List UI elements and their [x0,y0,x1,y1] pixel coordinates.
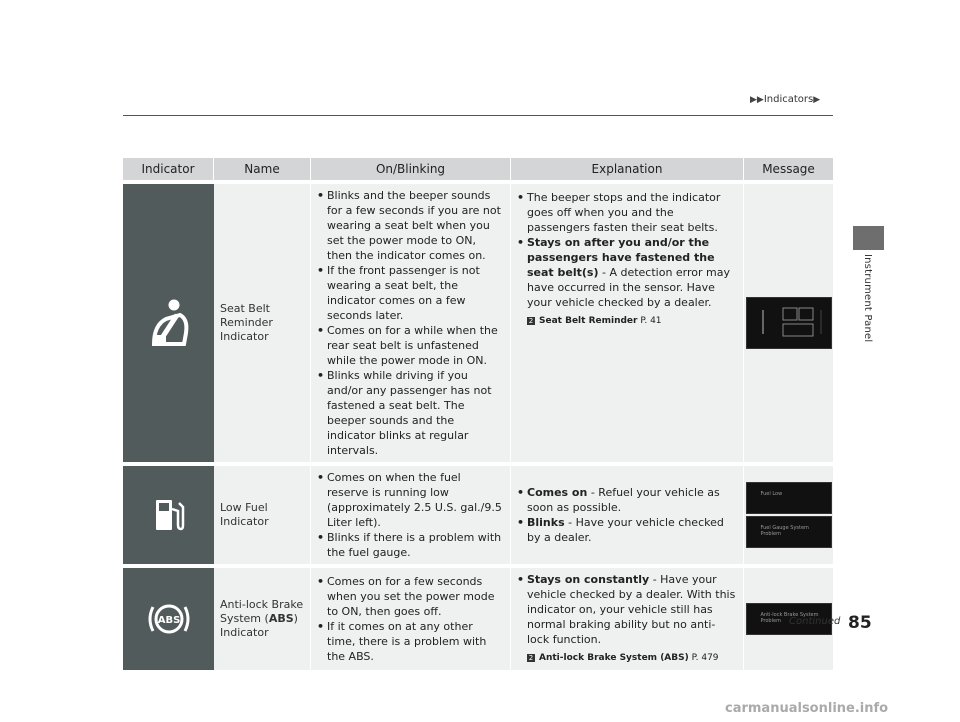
table-header-row [123,158,833,180]
message-text: Anti-lock Brake System Problem [760,612,819,624]
fuel-pump-icon [123,497,214,533]
message-cell [744,180,833,466]
reference-arrow-icon: 2 [528,654,534,662]
cross-reference[interactable] [515,651,737,666]
column-header: Message [744,158,833,180]
indicator-name: Low Fuel Indicator [214,466,311,568]
list-item: • Blinks if there is a problem with the fuel gauge. [315,530,504,560]
table-row [123,568,833,674]
breadcrumb-end-arrow: ▶ [813,95,821,105]
list-item: • The beeper stops and the indicator goes off when you and the passengers fasten their seat belts. [515,190,737,235]
reference-page: P. 41 [637,316,662,326]
message-display-image [746,516,832,548]
indicator-name [214,568,311,674]
section-tab [853,226,884,250]
list-item: • Blinks while driving if you and/or any passenger has not fastened a seat belt. The beeper sounds and the indicator blinks at regular intervals. [315,368,504,458]
on-blinking-cell [311,568,511,674]
message-text: Fuel Low [760,491,783,497]
continued-label: Continued [789,616,841,627]
list-item: • If the front passenger is not wearing a seat belt, the indicator comes on a few seconds later. [315,263,504,323]
body-text: - A detection error may have occurred in the sensor. Have your vehicle checked by a dealer. [527,266,731,309]
indicator-cell [123,568,214,674]
table-row [123,180,833,466]
breadcrumb-label[interactable]: Indicators [763,94,814,105]
message-cell [744,466,833,568]
reference-arrow-icon: 2 [528,317,534,325]
indicator-cell [123,466,214,568]
name-text: Anti-lock Brake System ( [220,598,304,625]
on-blinking-cell [311,466,511,568]
page-number: 85 [848,613,872,633]
message-display-image [746,482,832,514]
indicator-name: Seat Belt Reminder Indicator [214,180,311,466]
message-display-image [746,297,832,349]
bold-text: Blinks [527,516,565,529]
explanation-cell [511,180,744,466]
explanation-cell [511,568,744,674]
name-abbrev: ABS [268,612,294,625]
list-item [515,235,737,310]
indicator-table [123,158,833,674]
body-text: - Refuel your vehicle as soon as possible. [527,486,720,514]
seat-belt-icon [123,297,214,349]
bold-text: Stays on after you and/or the passengers have fastened the seat belt(s) [527,236,715,279]
header-rule [123,115,833,116]
reference-page: P. 479 [688,653,719,663]
column-header: Indicator [123,158,214,180]
bold-text: Comes on [527,486,588,499]
indicator-cell [123,180,214,466]
breadcrumb [750,94,820,105]
list-item: • Comes on for a few seconds when you set the power mode to ON, then goes off. [315,574,504,619]
cross-reference[interactable] [515,314,737,329]
list-item: • Comes on when the fuel reserve is running low (approximately 2.5 U.S. gal./9.5 Liter left). [315,470,504,530]
message-text: Fuel Gauge System Problem [760,525,809,537]
bold-text: Stays on constantly [527,573,650,586]
on-blinking-cell [311,180,511,466]
column-header: Name [214,158,311,180]
column-header: Explanation [511,158,744,180]
reference-title[interactable]: Anti-lock Brake System (ABS) [539,653,689,663]
breadcrumb-arrows: ▶▶ [750,95,764,105]
body-text: - Have your vehicle checked by a dealer. With this indicator on, your vehicle still has normal braking ability but no anti-lock function. [527,573,736,646]
watermark: carmanualsonline.info [725,701,889,716]
section-side-label: Instrument Panel [862,254,873,343]
body-text: - Have your vehicle checked by a dealer. [527,516,724,544]
table-row [123,466,833,568]
name-text: ) Indicator [220,612,298,639]
list-item: • Comes on for a while when the rear seat belt is unfastened while the power mode in ON. [315,323,504,368]
column-header: On/Blinking [311,158,511,180]
list-item: • Blinks and the beeper sounds for a few seconds if you are not wearing a seat belt when you set the power mode to ON, then the indicator comes on. [315,188,504,263]
list-item [515,572,737,647]
list-item [515,485,737,515]
list-item [515,515,737,545]
seat-belt-display-icon [747,298,831,348]
list-item: • If it comes on at any other time, there is a problem with the ABS. [315,619,504,664]
svg-text:ABS: ABS [157,615,180,626]
reference-title[interactable]: Seat Belt Reminder [539,316,638,326]
abs-icon [123,599,214,639]
explanation-cell [511,466,744,568]
